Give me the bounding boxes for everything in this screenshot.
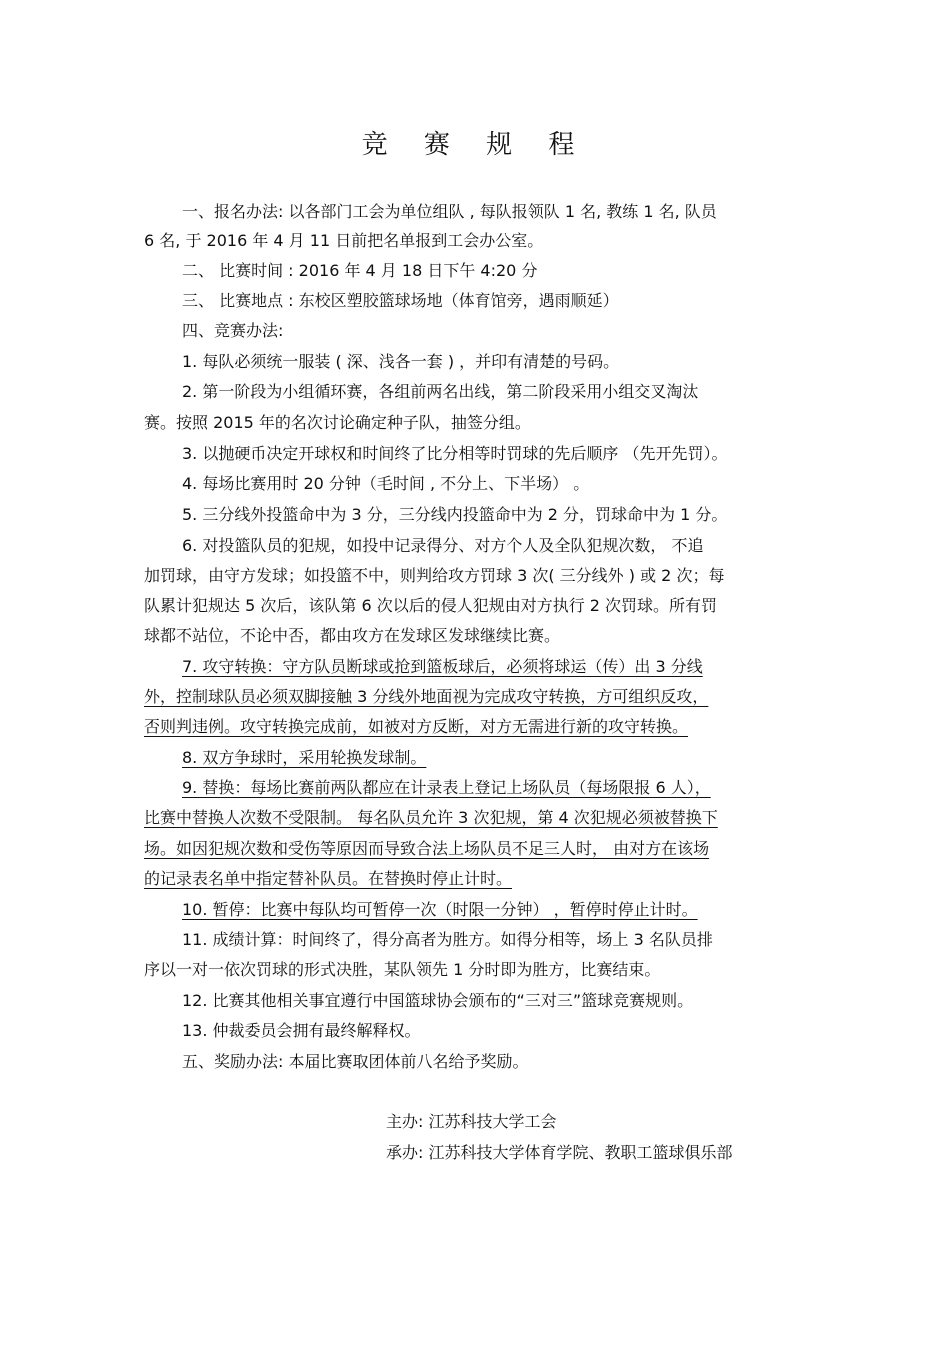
underlined-line: 10. 暂停：比赛中每队均可暂停一次（时限一分钟） ，暂停时停止计时。 [182,900,698,919]
co-organizer-line: 承办: 江苏科技大学体育学院、教职工篮球俱乐部 [386,1143,733,1162]
underlined-line: 9. 替换：每场比赛前两队都应在计录表上登记上场队员（每场限报 6 人）， [182,778,711,797]
text-line: 5. 三分线外投篮命中为 3 分，三分线内投篮命中为 2 分，罚球命中为 1 分。 [182,505,728,524]
text-line: 队累计犯规达 5 次后，该队第 6 次以后的侵人犯规由对方执行 2 次罚球。所有罚 [144,596,718,615]
underlined-line: 8. 双方争球时，采用轮换发球制。 [182,748,427,767]
text-line: 序以一对一依次罚球的形式决胜，某队领先 1 分时即为胜方，比赛结束。 [144,960,661,979]
text-line: 二、 比赛时间 : 2016 年 4 月 18 日下午 4:20 分 [182,261,538,280]
text-line: 2. 第一阶段为小组循环赛，各组前两名出线，第二阶段采用小组交叉淘汰 [182,382,699,401]
underlined-line: 否则判违例。攻守转换完成前，如被对方反断，对方无需进行新的攻守转换。 [144,717,689,736]
text-line: 3. 以抛硬币决定开球权和时间终了比分相等时罚球的先后顺序 （先开先罚）。 [182,444,728,463]
text-line: 一、报名办法: 以各部门工会为单位组队 , 每队报领队 1 名, 教练 1 名, 队员 [182,202,717,221]
text-line: 五、奖励办法: 本届比赛取团体前八名给予奖励。 [182,1052,529,1071]
text-line: 11. 成绩计算：时间终了，得分高者为胜方。如得分相等，场上 3 名队员排 [182,930,713,949]
text-line: 12. 比赛其他相关事宜遵行中国篮球协会颁布的“三对三”篮球竞赛规则。 [182,991,694,1010]
underlined-line: 场。如因犯规次数和受伤等原因而导致合法上场队员不足三人时， 由对方在该场 [144,839,710,858]
text-line: 4. 每场比赛用时 20 分钟（毛时间 , 不分上、下半场） 。 [182,474,590,493]
text-line: 6 名, 于 2016 年 4 月 11 日前把名单报到工会办公室。 [144,231,544,250]
text-line: 三、 比赛地点 : 东校区塑胶篮球场地（体育馆旁，遇雨顺延） [182,291,619,310]
text-line: 13. 仲裁委员会拥有最终解释权。 [182,1021,421,1040]
document-title: 竞 赛 规 程 [361,130,589,160]
underlined-line: 的记录表名单中指定替补队员。在替换时停止计时。 [144,869,513,888]
underlined-line: 比赛中替换人次数不受限制。 每名队员允许 3 次犯规，第 4 次犯规必须被替换下 [144,808,718,827]
text-line: 1. 每队必须统一服装 ( 深、浅各一套 ) ，并印有清楚的号码。 [182,352,620,371]
text-line: 6. 对投篮队员的犯规，如投中记录得分、对方个人及全队犯规次数， 不追 [182,536,704,555]
text-line: 加罚球，由守方发球；如投篮不中，则判给攻方罚球 3 次( 三分线外 ) 或 2 次；每 [144,566,725,585]
underlined-line: 外，控制球队员必须双脚接触 3 分线外地面视为完成攻守转换，方可组织反攻， [144,687,709,706]
underlined-line: 7. 攻守转换：守方队员断球或抢到篮板球后，必须将球运（传）出 3 分线 [182,657,703,676]
text-line: 球都不站位，不论中否，都由攻方在发球区发球继续比赛。 [144,626,561,645]
text-line: 赛。按照 2015 年的名次讨论确定种子队，抽签分组。 [144,413,531,432]
text-line: 四、竞赛办法: [182,321,284,340]
organizer-line: 主办: 江苏科技大学工会 [386,1112,557,1131]
